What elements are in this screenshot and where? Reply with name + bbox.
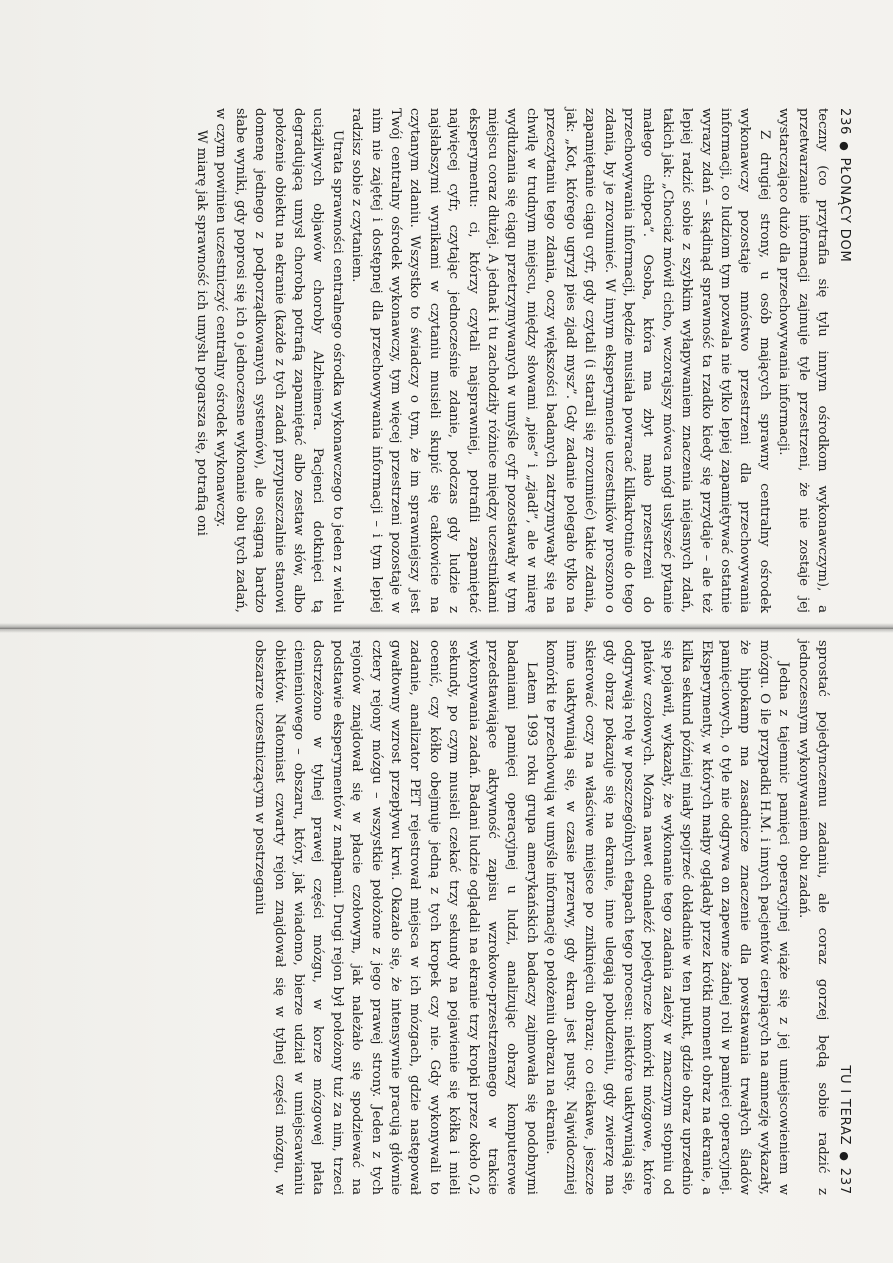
paragraph: Z drugiej strony, u osób mających sprawny centralny ośrodek wykonawczy pozostaje mnóstwo przestrzeni dla przechowywania informacji, co ludziom tym pozwala nie tylko lepiej zapamiętywać ostatnie wyrazy zdań – skądinąd sprawność ta rzadko kiedy się przydaje – ale też lepiej radzić sobie z szybkim wyłapywaniem znaczenia niejasnych zdań, takich jak: „Chociaż mówił cicho, wczorajszy mówca mógł usłyszeć pytanie małego chłopca”. Osoba, która ma zbyt mało przestrzeni do przechowywania informacji, będzie musiała powracać kilkakrotnie do tego zdania, by je zrozumieć. W innym eksperymencie uczestników proszono o zapamiętanie ciągu cyfr, gdy czytali (i starali się zrozumieć) takie zdania, jak: „Kot, którego ugryzł pies zjadł mysz”. Gdy zadanie polegało tylko na przeczytaniu tego zdania, oczy większości badanych zatrzymywały się na chwilę w trudnym miejscu, między słowami „pies” i „zjadł”, ale w miarę wydłużania się ciągu przetrzymywanych w umyśle cyfr pozostawały w tym miejscu coraz dłużej. A jednak i tu zachodziły różnice między uczestnikami eksperymentu: ci, którzy czytali najsprawniej, potrafili zapamiętać najwięcej cyfr, czytając jednocześnie zdanie, podczas gdy ludzie z najsłabszymi wynikami w czytaniu musieli skupić się całkowicie na czytanym zdaniu. Wszystko to świadczy o tym, że im sprawniejszy jest Twój centralny ośrodek wykonawczy, tym więcej przestrzeni pozostaje w nim nie zajętej i dostępnej dla przechowywania informacji – i tym lepiej radzisz sobie z czytaniem. <box>349 108 772 613</box>
body-text-left <box>192 108 832 613</box>
page-236 <box>58 108 858 613</box>
book-gutter <box>0 623 893 633</box>
paragraph: sprostać pojedynczemu zadaniu, ale coraz gorzej będą sobie radzić z jednoczesnym wykonywaniem obu zadań. <box>795 640 830 1195</box>
paragraph: teczny (co przytrafia się tylu innym ośrodkom wykonawczym), a przetwarzanie informacji zajmuje tyle przestrzeni, że nie zostaje jej wystarczająco dużo dla przechowywania informacji. <box>776 108 830 613</box>
running-title-left: PŁONĄCY DOM <box>837 157 853 263</box>
page-number-left: 236 <box>837 108 853 136</box>
page-237 <box>58 640 858 1195</box>
running-head-right <box>832 640 858 1195</box>
paragraph: Utrata sprawności centralnego ośrodka wykonawczego to jeden z wielu uciążliwych objawów choroby Alzheimera. Pacjenci dotknięci tą degradującą umysł chorobą potrafią zapamiętać albo zestaw słów, albo położenie obiektu na ekranie (każde z tych zadań przypuszczalnie stanowi domenę jednego z podporządkowanych systemów), ale osiągną bardzo słabe wyniki, gdy poprosi się ich o jednoczesne wykonanie obu tych zadań, w czym powinien uczestniczyć centralny ośrodek wykonawczy. <box>213 108 345 613</box>
running-title-right: TU I TERAZ <box>837 1065 853 1146</box>
body-text-right <box>250 640 832 1195</box>
paragraph: Latem 1993 roku grupa amerykańskich badaczy zajmowała się podobnymi badaniami pamięci operacyjnej u ludzi, analizując obrazy komputerowe przedstawiające aktywność zapisu wzrokowo-przestrzennego w trakcie wykonywania zadań. Badani ludzie oglądali na ekranie trzy kropki przez około 0,2 sekundy, po czym musieli czekać trzy sekundy na pojawienie się kółka i mieli ocenić, czy kółko obejmuje jedną z tych kropek czy nie. Gdy wykonywali to zadanie, analizator PET rejestrował miejsca w ich mózgach, gdzie następował gwałtowny wzrost przepływu krwi. Okazało się, że intensywnie pracują głównie cztery rejony mózgu – wszystkie położone z jego prawej strony. Jeden z tych rejonów znajdował się w płacie czołowym, jak należało się spodziewać na podstawie eksperymentów z małpami. Drugi rejon był położony tuż za nim, trzeci dostrzeżono w tylnej prawej części mózgu, w korze mózgowej płata ciemieniowego – obszaru, który, jak wiadomo, bierze udział w umiejscawianiu obiektów. Natomiast czwarty rejon znajdował się w tylnej części mózgu, w obszarze uczestniczącym w postrzeganiu <box>252 640 539 1195</box>
page-number-right: 237 <box>837 1167 853 1195</box>
bullet-separator: ● <box>838 141 852 152</box>
paragraph: Jedna z tajemnic pamięci operacyjnej wiąże się z jej umiejscowieniem w mózgu. O ile przypadki H.M. i innych pacjentów cierpiących na amnezję wykazały, że hipokamp ma zasadnicze znaczenie dla powstawania trwałych śladów pamięciowych, o tyle nie odgrywa on zapewne żadnej roli w pamięci operacyjnej. Eksperymenty, w których małpy oglądały przez krótki moment obraz na ekranie, a kilka sekund później miały spojrzeć dokładnie w ten punkt, gdzie obraz uprzednio się pojawił, wykazały, że wykonanie tego zadania zależy w znacznym stopniu od płatów czołowych. Można nawet odnaleźć pojedyncze komórki mózgowe, które odgrywają rolę w poszczególnych etapach tego procesu: niektóre uaktywniają się, gdy obraz pokazuje się na ekranie, inne ulegają pobudzeniu, gdy zwierzę ma skierować oczy na właściwe miejsce po zniknięciu obrazu; co ciekawe, jeszcze inne uaktywniają się, w czasie przerwy, gdy ekran jest pusty. Najwidoczniej komórki te przechowują w umyśle informację o położeniu obrazu na ekranie. <box>543 640 792 1195</box>
bullet-separator: ● <box>838 1151 852 1162</box>
running-head-left <box>832 108 858 613</box>
paragraph: W miarę jak sprawność ich umysłu pogarsza się, potrafią oni <box>194 130 209 536</box>
